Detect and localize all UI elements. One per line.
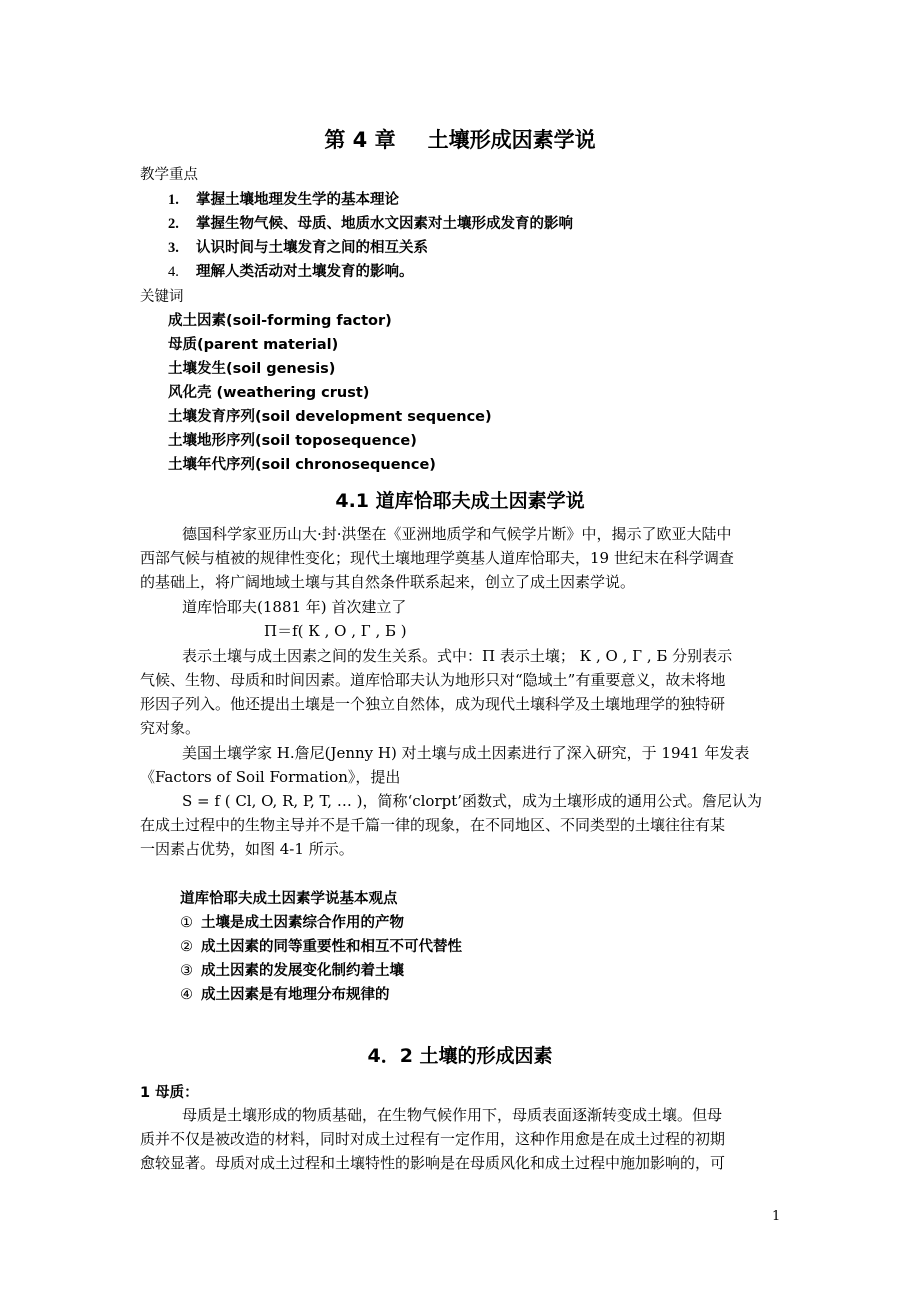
formula-dokuchaev: П＝f( К , О , Г , Б )	[264, 622, 407, 640]
focus-item: 2. 掌握生物气候、母质、地质水文因素对土壤形成发育的影响	[168, 216, 573, 232]
view-item: ② 成土因素的同等重要性和相互不可代替性	[180, 939, 462, 955]
paragraph-line: 母质是土壤形成的物质基础，在生物气候作用下，母质表面逐渐转变成土壤。但母	[182, 1106, 723, 1124]
paragraph-line: 气候、生物、母质和时间因素。道库恰耶夫认为地形只对“隐域土”有重要意义，故未将地	[140, 671, 726, 689]
paragraph-line: 在成土过程中的生物主导并不是千篇一律的现象，在不同地区、不同类型的土壤往往有某	[140, 816, 726, 834]
chapter-number: 第 4 章	[324, 128, 396, 152]
keyword-item: 风化壳 (weathering crust)	[168, 385, 370, 401]
chapter-name: 土壤形成因素学说	[427, 128, 596, 152]
view-item: ③ 成土因素的发展变化制约着土壤	[180, 963, 404, 979]
keywords-label: 关键词	[140, 289, 184, 305]
paragraph-line: S = f ( Cl, O, R, P, T, … )，简称‘clorpt’函数式，成为土壤形成的通用公式。詹尼认为	[182, 792, 763, 810]
paragraph-line: 西部气候与植被的规律性变化；现代土壤地理学奠基人道库恰耶夫，19 世纪末在科学调查	[140, 549, 734, 567]
paragraph-line: 质并不仅是被改造的材料，同时对成土过程有一定作用，这种作用愈是在成土过程的初期	[140, 1130, 726, 1148]
chapter-title	[0, 124, 920, 154]
section-title-4-2: 4．2 土壤的形成因素	[367, 1045, 553, 1067]
keyword-item: 土壤年代序列(soil chronosequence)	[168, 457, 436, 473]
keyword-item: 土壤发育序列(soil development sequence)	[168, 409, 492, 425]
paragraph-line: 形因子列入。他还提出土壤是一个独立自然体，成为现代土壤科学及土壤地理学的独特研	[140, 695, 726, 713]
keyword-item: 土壤发生(soil genesis)	[168, 361, 336, 377]
paragraph-line: 究对象。	[140, 719, 201, 737]
teaching-focus-label: 教学重点	[140, 167, 198, 183]
view-item: ④ 成土因素是有地理分布规律的	[180, 987, 390, 1003]
views-heading: 道库恰耶夫成土因素学说基本观点	[180, 891, 398, 907]
paragraph-line: 的基础上，将广阔地域土壤与其自然条件联系起来，创立了成土因素学说。	[140, 573, 636, 591]
paragraph-line: 表示土壤与成土因素之间的发生关系。式中：П 表示土壤； К , О , Г , Б 分别表示	[182, 647, 733, 665]
section-title-4-1: 4.1 道库恰耶夫成土因素学说	[335, 490, 585, 512]
subsection-heading: 1 母质：	[140, 1085, 199, 1101]
view-item: ① 土壤是成土因素综合作用的产物	[180, 915, 404, 931]
focus-item: 3. 认识时间与土壤发育之间的相互关系	[168, 240, 428, 256]
keyword-item: 土壤地形序列(soil toposequence)	[168, 433, 417, 449]
focus-item: 4. 理解人类活动对土壤发育的影响。	[168, 264, 414, 280]
keyword-item: 母质(parent material)	[168, 337, 339, 353]
page-number: 1	[772, 1209, 781, 1224]
paragraph-line: 道库恰耶夫(1881 年) 首次建立了	[182, 598, 407, 616]
paragraph-line: 德国科学家亚历山大·封·洪堡在《亚洲地质学和气候学片断》中，揭示了欧亚大陆中	[182, 525, 732, 543]
paragraph-line: 一因素占优势，如图 4-1 所示。	[140, 840, 354, 858]
paragraph-line: 美国土壤学家 H.詹尼(Jenny H) 对土壤与成土因素进行了深入研究，于 1941 年发表	[182, 744, 750, 762]
paragraph-line: 愈较显著。母质对成土过程和土壤特性的影响是在母质风化和成土过程中施加影响的，可	[140, 1154, 726, 1172]
keyword-item: 成土因素(soil-forming factor)	[168, 313, 392, 329]
paragraph-line: 《Factors of Soil Formation》，提出	[140, 768, 401, 786]
focus-item: 1. 掌握土壤地理发生学的基本理论	[168, 192, 399, 208]
